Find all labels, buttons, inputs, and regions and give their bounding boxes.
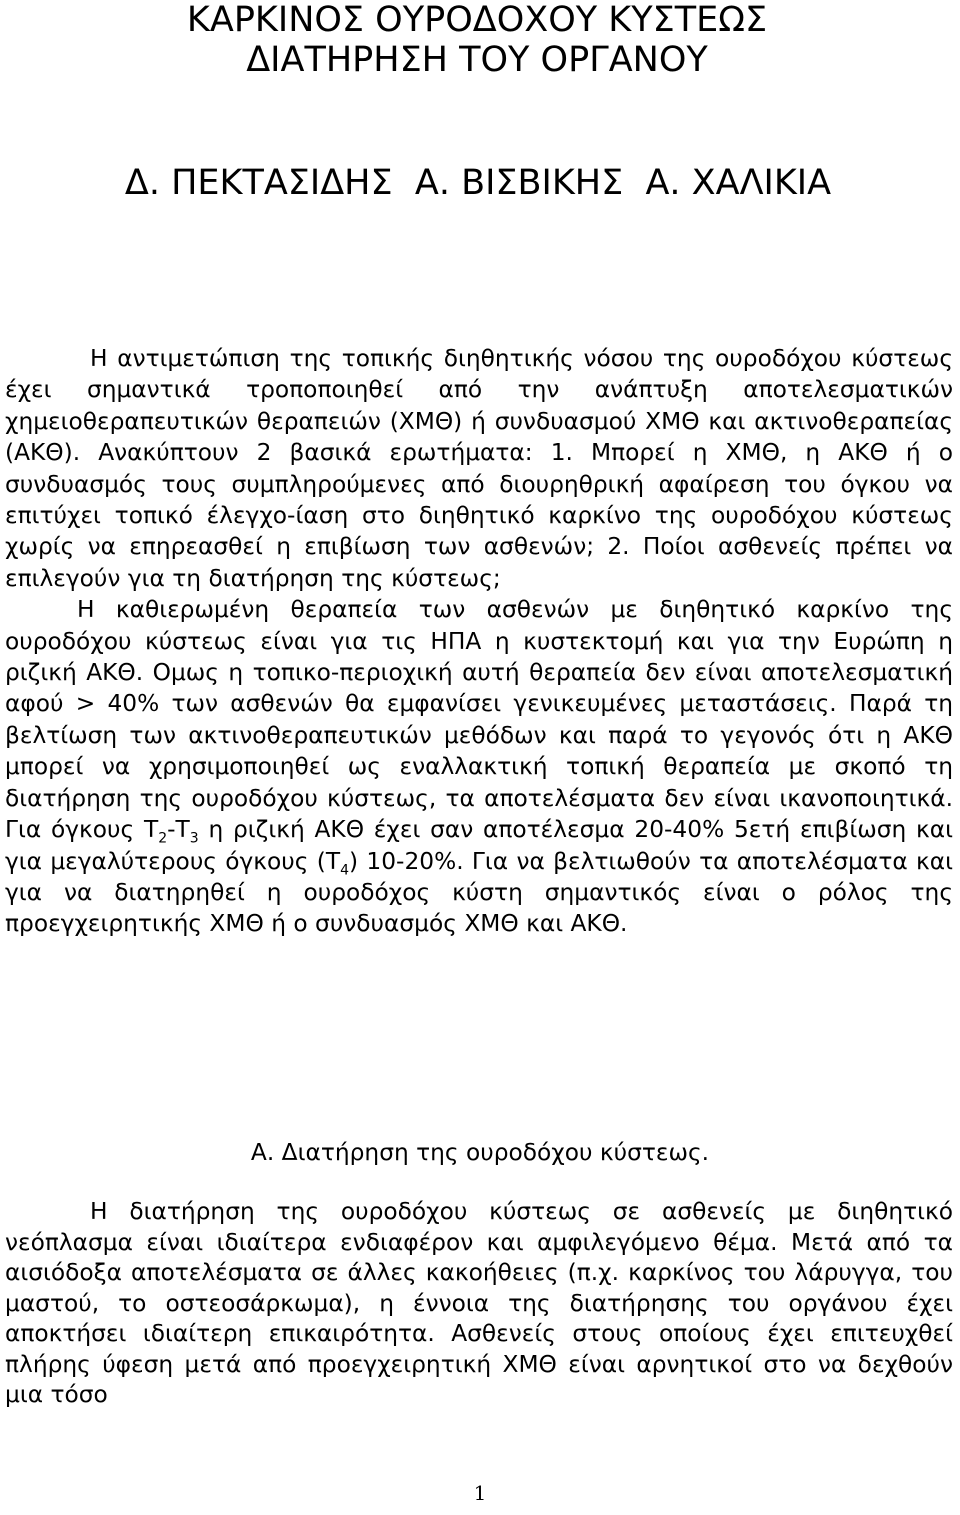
abstract — [5, 343, 953, 940]
title-line-1: ΚΑΡΚΙΝΟΣ ΟΥΡΟΔΟΧΟΥ ΚΥΣΤΕΩΣ — [186, 0, 768, 40]
abstract-p2-part-b: η ριζική ΑΚΘ έχει σαν αποτέλεσμα 20-40% 5ετή επιβίωση και για μεγαλύτερους όγκους (Τ — [5, 816, 953, 875]
section-paragraph: Η διατήρηση της ουροδόχου κύστεως σε ασθενείς με διηθητικό νεόπλασμα είναι ιδιαίτερα ενδιαφέρον και αμφιλεγόμενο θέμα. Μετά από τα αισιόδοξα αποτελέσματα σε άλλες κακοήθειες (π.χ. καρκίνος του λάρυγγα, του μαστού, το οστεοσάρκωμα), η έννοια της διατήρησης του οργάνου έχει αποκτήσει ιδιαίτερη επικαιρότητα. Ασθενείς στους οποίους έχει επιτευχθεί πλήρης ύφεση μετά από προεγχειρητική ΧΜΘ είναι αρνητικοί στο να δεχθούν μια τόσο — [5, 1198, 953, 1408]
title-line-2: ΔΙΑΤΗΡΗΣΗ ΤΟΥ ΟΡΓΑΝΟΥ — [246, 40, 708, 80]
subscript-2: 2 — [158, 830, 168, 847]
abstract-paragraph-2 — [5, 594, 953, 939]
subscript-4: 4 — [340, 862, 349, 879]
authors-line: Δ. ΠΕΚΤΑΣΙΔΗΣ Α. ΒΙΣΒΙΚΗΣ Α. ΧΑΛΙΚΙΑ — [124, 163, 832, 203]
dash-t: -Τ — [167, 816, 190, 844]
abstract-p2-part-c: ) 10-20%. Για να βελτιωθούν τα αποτελέσματα και για να διατηρηθεί η ουροδόχος κύστη σημαντικός είναι ο ρόλος της προεγχειρητικής ΧΜΘ ή ο συνδυασμός ΧΜΘ και ΑΚΘ. — [5, 847, 954, 938]
section-heading: Α. Διατήρηση της ουροδόχου κύστεως. — [250, 1139, 710, 1166]
abstract-p2-part-a: Η καθιερωμένη θεραπεία των ασθενών με διηθητικό καρκίνο της ουροδόχου κύστεως είναι για τις ΗΠΑ η κυστεκτομή και για την Ευρώπη η ριζική ΑΚΘ. Ομως η τοπικο-περιοχική αυτή θεραπεία δεν είναι αποτελεσματική αφού > 40% των ασθενών θα εμφανίσει γενικευμένες μεταστάσεις. Παρά τη βελτίωση των ακτινοθεραπευτικών μεθόδων και παρά το γεγονός ότι η ΑΚΘ μπορεί να χρησιμοποιηθεί ως εναλλακτική τοπική θεραπεία με σκοπό τη διατήρηση της ουροδόχου κύστεως, τα αποτελέσματα δεν είναι ικανοποιητικά. Για όγκους Τ — [5, 596, 953, 844]
abstract-paragraph-1: Η αντιμετώπιση της τοπικής διηθητικής νόσου της ουροδόχου κύστεως έχει σημαντικά τροποποιηθεί από την ανάπτυξη αποτελεσματικών χημειοθεραπευτικών θεραπειών (ΧΜΘ) ή συνδυασμού ΧΜΘ και ακτινοθεραπείας (ΑΚΘ). Ανακύπτουν 2 βασικά ερωτήματα: 1. Μπορεί η ΧΜΘ, η ΑΚΘ ή ο συνδυασμός τους συμπληρούμενες από διουρηθρική αφαίρεση του όγκου να επιτύχει τοπικό έλεγχο-ίαση στο διηθητικό καρκίνο της ουροδόχου κύστεως χωρίς να επηρεασθεί η επιβίωση των ασθενών; 2. Ποίοι ασθενείς πρέπει να επιλεγούν για τη διατήρηση της κύστεως; — [5, 345, 953, 592]
section-body — [5, 1197, 953, 1411]
subscript-3: 3 — [189, 830, 199, 847]
page-number: 1 — [473, 1481, 487, 1505]
